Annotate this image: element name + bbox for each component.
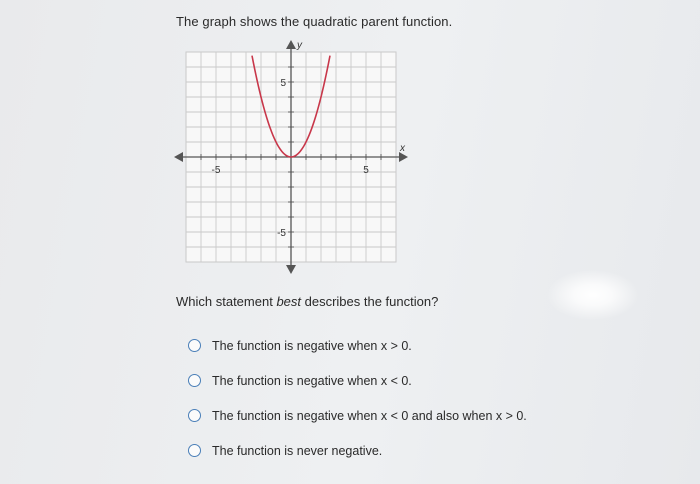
x-tick-label-neg5: -5: [211, 165, 221, 176]
option-3[interactable]: [188, 398, 527, 433]
question-text: [176, 294, 438, 309]
option-1[interactable]: [188, 328, 527, 363]
option-3-label: The function is negative when x < 0 and also when x > 0.: [212, 408, 527, 423]
option-2[interactable]: [188, 363, 527, 398]
x-axis-label: x: [400, 143, 405, 154]
radio-button-icon[interactable]: [188, 444, 201, 457]
y-axis-label: y: [297, 40, 302, 51]
question-text-end: describes the function?: [301, 294, 439, 309]
y-axis-up-arrow-icon: [286, 40, 296, 49]
option-1-label: The function is negative when x > 0.: [212, 338, 412, 353]
y-tick-label-neg5: -5: [277, 228, 286, 239]
answer-options: [188, 328, 527, 468]
radio-button-icon[interactable]: [188, 374, 201, 387]
option-4-label: The function is never negative.: [212, 443, 383, 458]
screen-glare: [548, 270, 638, 320]
prompt-text: The graph shows the quadratic parent function.: [176, 14, 453, 29]
question-emphasis: best: [276, 294, 302, 309]
option-4[interactable]: [188, 433, 527, 468]
radio-button-icon[interactable]: [188, 409, 201, 422]
y-axis-down-arrow-icon: [286, 265, 296, 274]
radio-button-icon[interactable]: [188, 339, 201, 352]
x-tick-label-5: 5: [363, 165, 369, 176]
quadratic-graph: [168, 40, 420, 286]
y-tick-label-5: 5: [280, 78, 286, 89]
question-text-start: Which statement: [176, 294, 277, 309]
option-2-label: The function is negative when x < 0.: [212, 373, 412, 388]
x-axis-left-arrow-icon: [174, 152, 183, 162]
